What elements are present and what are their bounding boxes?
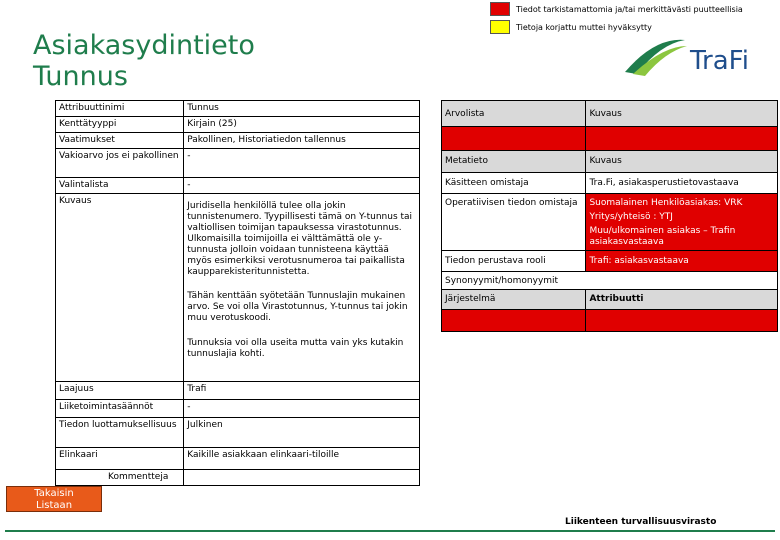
table-row: Kuvaus Juridisella henkilöllä tulee olla jokin tunnistenumero. Tyypillisesti tämä on Y-tunnus tai valtiollisen toimijan tapauksessa virastotunnus. Ulkomaisilla toimijoilla ei välttämättä ole y-tunnusta jolloin voidaan tunnisteena käyttää myös esimerkiksi verotusnumeroa tai paikallista kaupparekisteritunnistetta. Tähän kenttään syötetään Tunnuslajin mukainen arvo. Se voi olla Virastotunnus, Y-tunnus tai jokin muu verotuskoodi. Tunnuksia voi olla useita mutta vain yks kutakin tunnuslajia kohti. — [56, 194, 420, 382]
legend-yellow-text: Tietoja korjattu muttei hyväksytty — [516, 23, 652, 32]
table-row: Laajuus Trafi — [56, 382, 420, 400]
table-row: Tiedon perustava rooli Trafi: asiakasvastaava — [442, 251, 778, 272]
table-row: Liiketoimintasäännöt - — [56, 400, 420, 418]
metadata-table — [441, 100, 778, 332]
table-row: Operatiivisen tiedon omistaja Suomalainen Henkilöasiakas: VRK Yritys/yhteisö : YTJ Muu/ulkomainen asiakas – Trafin asiakasvastaava — [442, 194, 778, 251]
arvolista-header-row: Arvolista Kuvaus — [442, 101, 778, 127]
table-row: Valintalista - — [56, 178, 420, 194]
table-row: Vakioarvo jos ei pakollinen - — [56, 149, 420, 178]
legend-yellow-swatch — [490, 20, 510, 34]
table-row: Käsitteen omistaja Tra.Fi, asiakasperustietovastaava — [442, 173, 778, 194]
metatieto-header-row: Metatieto Kuvaus — [442, 151, 778, 173]
kuvaus-para-1: Juridisella henkilöllä tulee olla jokin tunnistenumero. Tyypillisesti tämä on Y-tunnus tai valtiollisen toimijan tapauksessa virastotunnus. Ulkomaisilla toimijoilla ei välttämättä ole y-tunnusta jolloin voidaan tunnisteena käyttää myös esimerkiksi verotusnumeroa tai paikallista kaupparekisteritunnistetta. — [187, 201, 413, 277]
page-title-line1: Asiakasydintieto — [33, 30, 255, 61]
footer-agency-name: Liikenteen turvallisuusvirasto — [565, 517, 717, 527]
table-row: Vaatimukset Pakollinen, Historiatiedon tallennus — [56, 133, 420, 149]
trafi-logo — [585, 32, 775, 82]
table-row: Kenttätyyppi Kirjain (25) — [56, 117, 420, 133]
page-title — [33, 30, 255, 92]
legend-red-swatch — [490, 2, 510, 16]
back-button-line2: Listaan — [35, 500, 73, 511]
attribute-table — [55, 100, 420, 486]
footer-divider — [5, 530, 775, 532]
jarjestelma-header-row: Järjestelmä Attribuutti — [442, 290, 778, 310]
table-row: Elinkaari Kaikille asiakkaan elinkaari-tiloille — [56, 448, 420, 470]
table-row: Synonyymit/homonyymit — [442, 272, 778, 290]
table-row: Tiedon luottamuksellisuus Julkinen — [56, 418, 420, 448]
back-to-list-button[interactable] — [6, 486, 102, 512]
kuvaus-para-2: Tähän kenttään syötetään Tunnuslajin mukainen arvo. Se voi olla Virastotunnus, Y-tunnus tai jokin muu verotuskoodi. — [187, 291, 408, 323]
legend-red-text: Tiedot tarkistamattomia ja/tai merkittävästi puutteellisia — [516, 5, 743, 14]
jarjestelma-empty-row — [442, 310, 778, 332]
table-row: Attribuuttinimi Tunnus — [56, 101, 420, 117]
kuvaus-para-3: Tunnuksia voi olla useita mutta vain yks kutakin tunnuslajia kohti. — [187, 338, 404, 359]
arvolista-empty-row — [442, 127, 778, 151]
page-title-line2: Tunnus — [33, 61, 128, 92]
logo-text: TraFi — [690, 46, 749, 76]
table-row: Kommentteja — [56, 470, 420, 486]
back-button-line1: Takaisin — [34, 488, 74, 499]
